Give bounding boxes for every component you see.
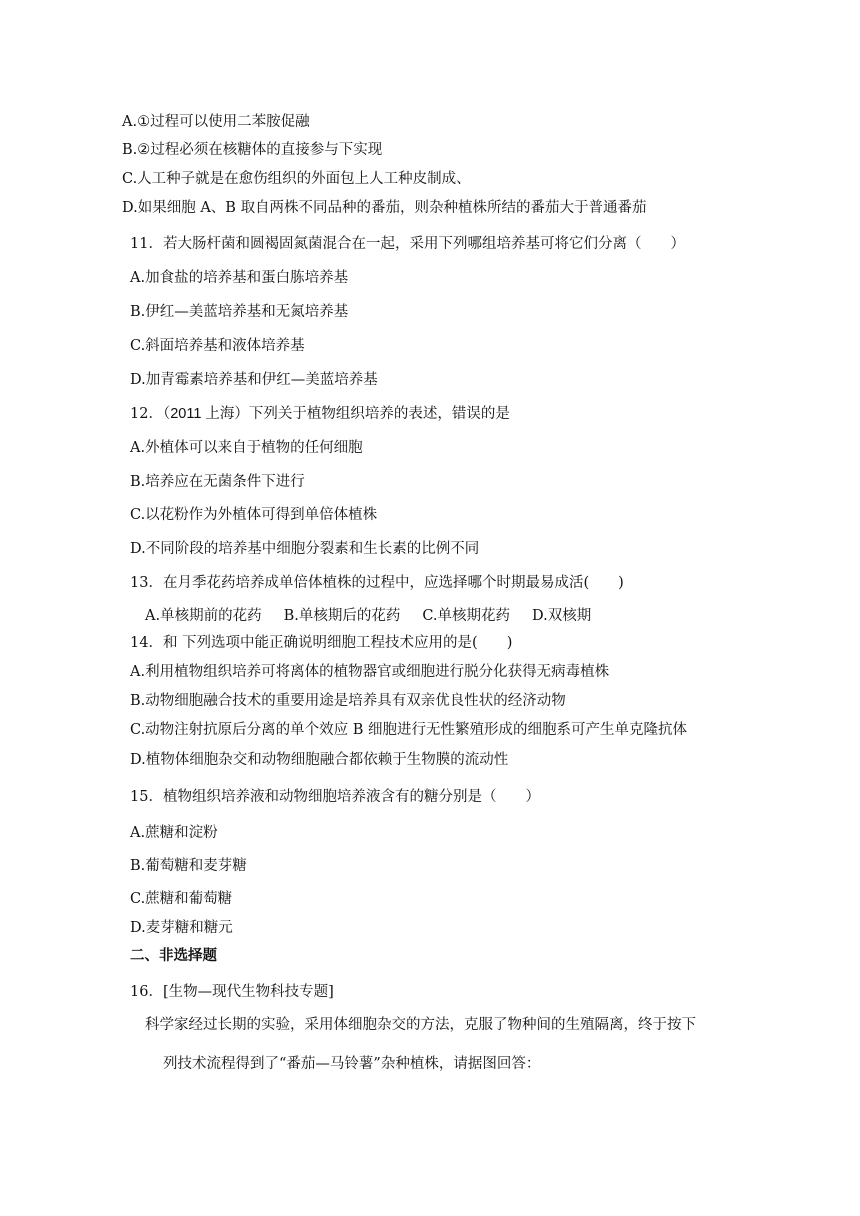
q12-option-b: B.培养应在无菌条件下进行 <box>130 474 305 490</box>
q12-stem-year: 2011 上海 <box>170 406 235 422</box>
q15-option-c: C.蔗糖和葡萄糖 <box>130 891 233 907</box>
section-heading: 二、非选择题 <box>130 947 217 964</box>
q16-paragraph-line-1: 科学家经过长期的实验，采用体细胞杂交的方法，克服了物种间的生殖隔离，终于按下 <box>145 1017 696 1033</box>
q12-option-a: A.外植体可以来自于植物的任何细胞 <box>130 440 363 456</box>
q11-option-c: C.斜面培养基和液体培养基 <box>130 338 305 354</box>
prev-option-b: B.②过程必须在核糖体的直接参与下实现 <box>122 142 383 158</box>
q11-option-a: A.加食盐的培养基和蛋白胨培养基 <box>130 270 349 286</box>
q14-stem: 14．和 下列选项中能正确说明细胞工程技术应用的是( ) <box>130 635 513 651</box>
q15-option-b: B.葡萄糖和麦芽糖 <box>130 858 247 874</box>
prev-option-d: D.如果细胞 A、B 取自两株不同品种的番茄，则杂种植株所结的番茄大于普通番茄 <box>122 200 647 216</box>
q12-option-d: D.不同阶段的培养基中细胞分裂素和生长素的比例不同 <box>130 541 480 557</box>
q13-option-d: D.双核期 <box>532 608 592 624</box>
q16-paragraph-line-2: 列技术流程得到了“番茄—马铃薯”杂种植株，请据图回答： <box>163 1056 541 1072</box>
q12-stem-suffix: ）下列关于植物组织培养的表述，错误的是 <box>234 406 510 422</box>
q11-option-b: B.伊红—美蓝培养基和无氮培养基 <box>130 304 349 320</box>
q15-option-a: A.蔗糖和淀粉 <box>130 825 218 841</box>
q11-stem: 11．若大肠杆菌和圆褐固氮菌混合在一起，采用下列哪组培养基可将它们分离（ ） <box>130 236 685 252</box>
prev-option-a: A.①过程可以使用二苯胺促融 <box>122 114 310 130</box>
q14-option-b: B.动物细胞融合技术的重要用途是培养具有双亲优良性状的经济动物 <box>130 693 566 709</box>
q13-option-c: C.单核期花药 <box>422 608 511 624</box>
q14-option-d: D.植物体细胞杂交和动物细胞融合都依赖于生物膜的流动性 <box>130 752 509 768</box>
q13-option-b: B.单核期后的花药 <box>283 608 401 624</box>
q15-option-d: D.麦芽糖和糖元 <box>130 920 233 936</box>
q11-option-d: D.加青霉素培养基和伊红—美蓝培养基 <box>130 372 378 388</box>
q14-option-a: A.利用植物组织培养可将离体的植物器官或细胞进行脱分化获得无病毒植株 <box>130 664 610 680</box>
q12-option-c: C.以花粉作为外植体可得到单倍体植株 <box>130 507 378 523</box>
q13-option-a: A.单核期前的花药 <box>145 608 262 624</box>
q12-stem-prefix: 12．（ <box>130 406 171 422</box>
q14-option-c: C.动物注射抗原后分离的单个效应 B 细胞进行无性繁殖形成的细胞系可产生单克隆抗体 <box>130 722 688 738</box>
prev-option-c: C.人工种子就是在愈伤组织的外面包上人工种皮制成、 <box>122 171 471 187</box>
q16-stem: 16．[生物—现代生物科技专题] <box>130 984 334 1000</box>
q13-stem: 13．在月季花药培养成单倍体植株的过程中，应选择哪个时期最易成活( ) <box>130 575 624 591</box>
q12-stem <box>130 404 510 424</box>
q15-stem: 15．植物组织培养液和动物细胞培养液含有的糖分别是（ ） <box>130 789 540 805</box>
q13-options-row <box>145 606 613 626</box>
